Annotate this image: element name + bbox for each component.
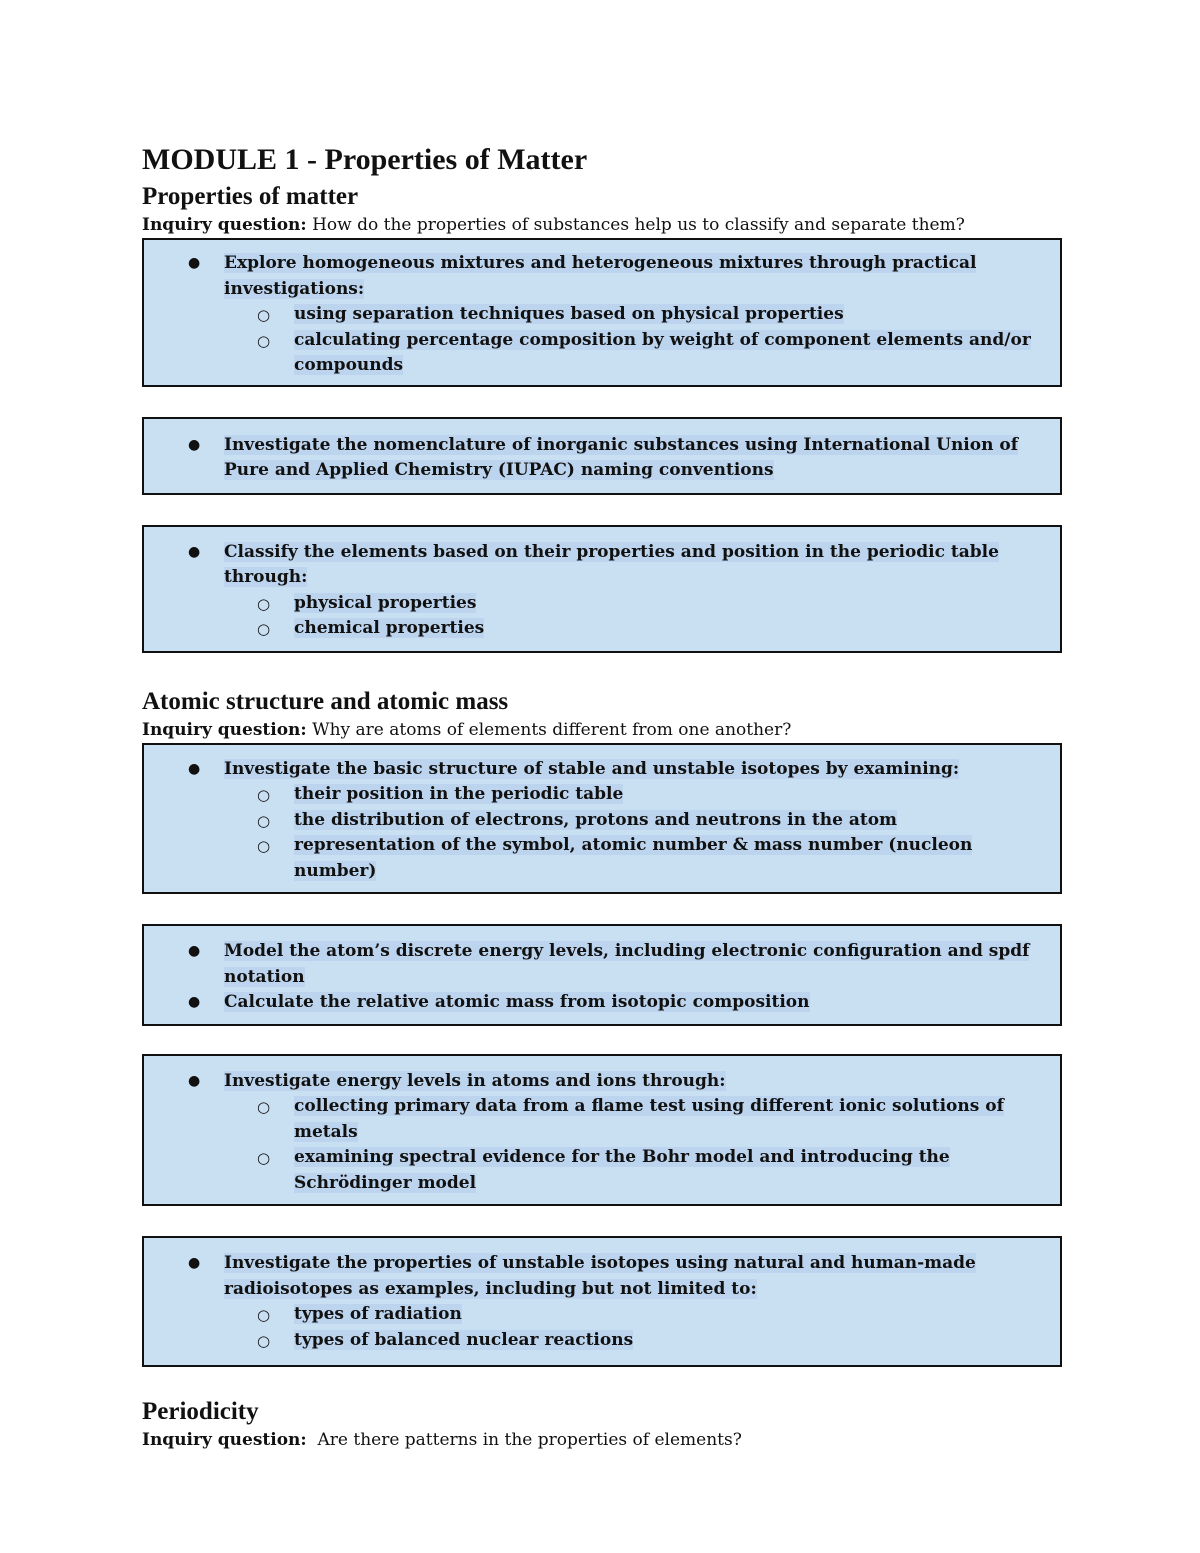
list-item [144,1251,1060,1302]
bullet-icon: ● [188,436,201,453]
inquiry-text: Why are atoms of elements different from one another? [306,719,792,740]
bullet-icon: ● [188,1255,201,1271]
bullet-icon: ● [188,1072,201,1089]
inquiry-question [142,1429,1062,1451]
list-item [144,990,1060,1016]
circle-bullet-icon: ○ [257,1331,271,1350]
inquiry-text: How do the properties of substances help us to classify and separate them? [306,215,965,235]
inquiry-label: Inquiry question: [142,1430,307,1450]
section-heading-periodicity: Periodicity [142,1398,259,1425]
content-box [142,417,1062,495]
content-box [142,743,1062,895]
list-item [144,939,1060,990]
sub-item-text: their position in the periodic table [294,784,624,804]
content-box [142,1054,1062,1207]
list-item [144,251,1060,302]
circle-bullet-icon: ○ [257,786,271,804]
inquiry-label: Inquiry question: [142,719,307,740]
content-box [142,924,1062,1026]
circle-bullet-icon: ○ [257,1149,271,1167]
sub-item-text: chemical properties [294,618,485,638]
bullet-icon: ● [188,255,201,271]
bullet-icon: ● [188,994,201,1010]
sub-item-text: physical properties [294,592,477,613]
list-item [144,1069,1060,1095]
sub-list-item [144,833,1060,884]
content-box [142,525,1062,653]
circle-bullet-icon: ○ [257,1098,271,1116]
list-item [144,433,1060,484]
item-text: Investigate the basic structure of stable and unstable isotopes by examining: [224,758,960,779]
item-text: Investigate energy levels in atoms and ions through: [224,1070,726,1091]
section-heading-atomic-structure: Atomic structure and atomic mass [142,687,509,715]
module-title: MODULE 1 - Properties of Matter [142,143,588,176]
circle-bullet-icon: ○ [257,620,271,638]
circle-bullet-icon: ○ [257,837,271,855]
circle-bullet-icon: ○ [257,331,271,350]
circle-bullet-icon: ○ [257,1306,271,1324]
sub-list-item [144,591,1060,617]
sub-list-item [144,1145,1060,1196]
item-text: Model the atom’s discrete energy levels, including electronic configuration and spdf notation [224,941,1030,987]
sub-list-item [144,782,1060,808]
sub-list-item [144,1302,1060,1328]
sub-list-item [144,1328,1060,1354]
inquiry-label: Inquiry question: [142,215,307,235]
sub-list-item [144,302,1060,328]
sub-list-item [144,328,1060,379]
bullet-icon: ● [188,543,201,560]
sub-item-text: representation of the symbol, atomic number & mass number (nucleon number) [294,835,973,881]
sub-list-item [144,1094,1060,1145]
circle-bullet-icon: ○ [257,811,271,830]
circle-bullet-icon: ○ [257,594,271,613]
item-text: Investigate the properties of unstable isotopes using natural and human-made radioisotopes as examples, including but not limited to: [224,1253,976,1299]
section-heading-properties: Properties of matter [142,183,359,210]
list-item [144,540,1060,591]
sub-item-text: using separation techniques based on physical properties [294,304,844,324]
circle-bullet-icon: ○ [257,306,271,324]
document-page [142,140,1062,1451]
item-text: Calculate the relative atomic mass from isotopic composition [224,992,810,1012]
sub-item-text: types of radiation [294,1304,462,1324]
sub-item-text: collecting primary data from a flame test using different ionic solutions of metals [294,1096,1004,1142]
sub-list-item [144,616,1060,642]
content-box [142,238,1062,387]
list-item [144,757,1060,783]
content-box [142,1236,1062,1367]
sub-item-text: the distribution of electrons, protons and neutrons in the atom [294,809,898,830]
bullet-icon: ● [188,943,201,959]
inquiry-text: Are there patterns in the properties of elements? [306,1430,742,1450]
item-text: Classify the elements based on their properties and position in the periodic table through: [224,541,999,587]
sub-item-text: calculating percentage composition by weight of component elements and/or compounds [294,329,1031,375]
item-text: Explore homogeneous mixtures and heterogeneous mixtures through practical investigations: [224,253,977,299]
inquiry-question [142,719,1062,741]
sub-list-item [144,808,1060,834]
sub-item-text: examining spectral evidence for the Bohr model and introducing the Schrödinger model [294,1147,950,1193]
bullet-icon: ● [188,760,201,777]
sub-item-text: types of balanced nuclear reactions [294,1329,634,1350]
item-text: Investigate the nomenclature of inorganic substances using International Union of Pure and Applied Chemistry (IUPAC) naming conventions [224,434,1019,480]
inquiry-question [142,214,1062,236]
